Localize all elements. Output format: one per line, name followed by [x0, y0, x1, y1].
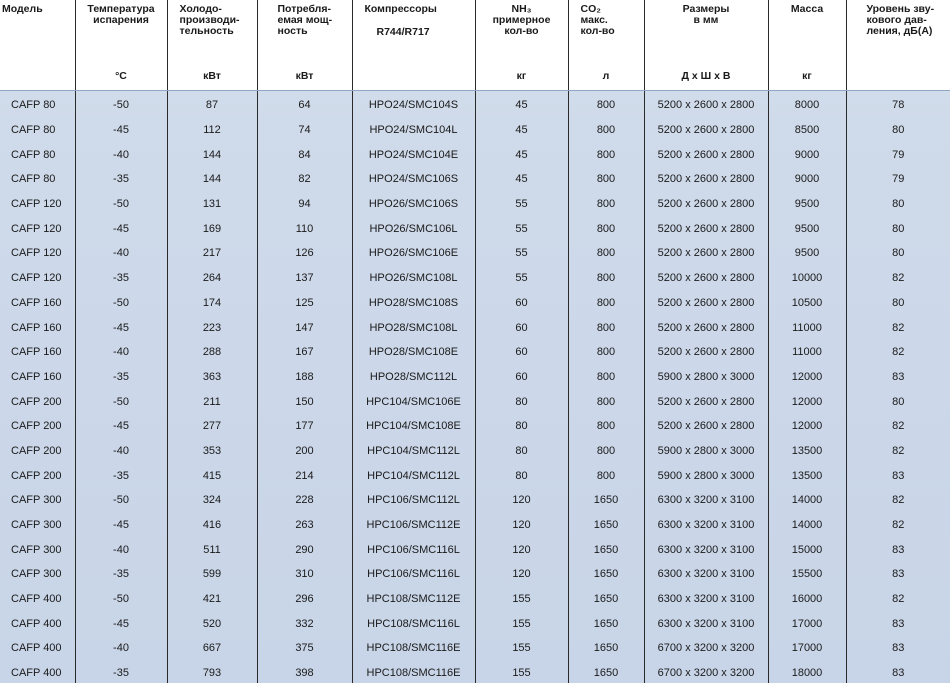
cell-compressors: HPO26/SMC106S [352, 192, 475, 217]
cell-mass: 17000 [768, 611, 846, 636]
table-row [0, 661, 950, 683]
cell-dimensions: 5200 x 2600 x 2800 [644, 216, 768, 241]
cell-co2-volume: 1650 [568, 537, 644, 562]
cell-model: CAFP 400 [11, 617, 62, 630]
table-row [0, 241, 950, 266]
cell-dimensions: 5200 x 2600 x 2800 [644, 389, 768, 414]
cell-mass: 13500 [768, 439, 846, 464]
cell-nh3-charge: 80 [475, 463, 568, 488]
table-body [0, 91, 950, 683]
cell-co2-volume: 800 [568, 291, 644, 316]
cell-evaporation-temp: -35 [75, 463, 167, 488]
cell-co2-volume: 800 [568, 118, 644, 143]
header-sound-pressure-unit [846, 52, 950, 91]
cell-power-consumption: 310 [257, 562, 352, 587]
table-row [0, 389, 950, 414]
cell-nh3-charge: 155 [475, 587, 568, 612]
cell-sound-pressure: 82 [846, 587, 950, 612]
cell-model: CAFP 80 [11, 173, 56, 186]
table-row [0, 118, 950, 143]
table-row [0, 365, 950, 390]
cell-power-consumption: 188 [257, 365, 352, 390]
cell-model: CAFP 300 [11, 568, 62, 581]
table-row [0, 91, 950, 118]
cell-power-consumption: 214 [257, 463, 352, 488]
cell-compressors: HPC108/SMC116E [352, 661, 475, 683]
cell-nh3-charge: 60 [475, 340, 568, 365]
cell-cooling-capacity: 288 [167, 340, 257, 365]
cell-mass: 10500 [768, 291, 846, 316]
cell-compressors: HPO26/SMC108L [352, 266, 475, 291]
cell-cooling-capacity: 520 [167, 611, 257, 636]
cell-nh3-charge: 120 [475, 562, 568, 587]
cell-co2-volume: 1650 [568, 513, 644, 538]
cell-co2-volume: 800 [568, 142, 644, 167]
cell-dimensions: 6700 x 3200 x 3200 [644, 636, 768, 661]
cell-co2-volume: 800 [568, 315, 644, 340]
cell-cooling-capacity: 363 [167, 365, 257, 390]
cell-dimensions: 5200 x 2600 x 2800 [644, 192, 768, 217]
cell-co2-volume: 1650 [568, 562, 644, 587]
cell-model: CAFP 160 [11, 370, 62, 383]
header-compressors-unit [352, 52, 475, 91]
cell-evaporation-temp: -50 [75, 488, 167, 513]
cell-mass: 18000 [768, 661, 846, 683]
cell-power-consumption: 125 [257, 291, 352, 316]
header-evaporation-temp-unit: °C [75, 52, 167, 91]
cell-power-consumption: 137 [257, 266, 352, 291]
cell-power-consumption: 64 [257, 91, 352, 118]
cell-nh3-charge: 60 [475, 365, 568, 390]
table-row [0, 463, 950, 488]
cell-co2-volume: 1650 [568, 587, 644, 612]
cell-nh3-charge: 120 [475, 537, 568, 562]
cell-cooling-capacity: 277 [167, 414, 257, 439]
cell-dimensions: 6700 x 3200 x 3200 [644, 661, 768, 683]
cell-mass: 15000 [768, 537, 846, 562]
header-evaporation-temp-title: Температура испарения [87, 3, 155, 26]
cell-dimensions: 6300 x 3200 x 3100 [644, 611, 768, 636]
cell-model: CAFP 200 [11, 395, 62, 408]
cell-co2-volume: 800 [568, 439, 644, 464]
cell-evaporation-temp: -35 [75, 661, 167, 683]
table-row [0, 587, 950, 612]
cell-power-consumption: 228 [257, 488, 352, 513]
cell-nh3-charge: 155 [475, 636, 568, 661]
cell-dimensions: 5900 x 2800 x 3000 [644, 439, 768, 464]
cell-power-consumption: 177 [257, 414, 352, 439]
header-power-consumption-unit: кВт [257, 52, 352, 91]
header-compressors [352, 0, 475, 52]
cell-cooling-capacity: 112 [167, 118, 257, 143]
cell-compressors: HPC104/SMC106E [352, 389, 475, 414]
cell-sound-pressure: 80 [846, 192, 950, 217]
cell-evaporation-temp: -35 [75, 562, 167, 587]
cell-cooling-capacity: 511 [167, 537, 257, 562]
cell-power-consumption: 290 [257, 537, 352, 562]
cell-compressors: HPC106/SMC116L [352, 537, 475, 562]
cell-co2-volume: 1650 [568, 636, 644, 661]
cell-dimensions: 6300 x 3200 x 3100 [644, 488, 768, 513]
cell-co2-volume: 800 [568, 216, 644, 241]
cell-co2-volume: 800 [568, 414, 644, 439]
cell-model: CAFP 200 [11, 420, 62, 433]
cell-power-consumption: 167 [257, 340, 352, 365]
cell-nh3-charge: 80 [475, 389, 568, 414]
cell-compressors: HPC108/SMC116E [352, 636, 475, 661]
table-header [0, 0, 950, 91]
cell-co2-volume: 800 [568, 463, 644, 488]
cell-sound-pressure: 83 [846, 611, 950, 636]
table-row [0, 291, 950, 316]
cell-power-consumption: 150 [257, 389, 352, 414]
cell-nh3-charge: 55 [475, 192, 568, 217]
cell-model: CAFP 300 [11, 543, 62, 556]
cell-mass: 12000 [768, 389, 846, 414]
cell-power-consumption: 82 [257, 167, 352, 192]
cell-nh3-charge: 80 [475, 414, 568, 439]
header-sound-pressure-title: Уровень зву- кового дав- ления, дБ(А) [866, 3, 935, 37]
cell-nh3-charge: 155 [475, 611, 568, 636]
cell-dimensions: 6300 x 3200 x 3100 [644, 587, 768, 612]
header-cooling-capacity-unit: кВт [167, 52, 257, 91]
cell-power-consumption: 200 [257, 439, 352, 464]
cell-power-consumption: 375 [257, 636, 352, 661]
cell-cooling-capacity: 667 [167, 636, 257, 661]
cell-cooling-capacity: 599 [167, 562, 257, 587]
cell-compressors: HPC104/SMC108E [352, 414, 475, 439]
cell-compressors: HPC106/SMC112E [352, 513, 475, 538]
cell-sound-pressure: 80 [846, 389, 950, 414]
cell-cooling-capacity: 793 [167, 661, 257, 683]
header-mass-title: Масса [790, 3, 824, 15]
cell-sound-pressure: 83 [846, 365, 950, 390]
cell-sound-pressure: 80 [846, 241, 950, 266]
cell-model: CAFP 300 [11, 494, 62, 507]
header-compressors-subtitle: R744/R717 [376, 26, 430, 38]
cell-evaporation-temp: -35 [75, 266, 167, 291]
header-dimensions-title: Размеры в мм [682, 3, 730, 26]
cell-model: CAFP 80 [11, 124, 56, 137]
cell-dimensions: 6300 x 3200 x 3100 [644, 562, 768, 587]
cell-sound-pressure: 79 [846, 167, 950, 192]
cell-sound-pressure: 83 [846, 661, 950, 683]
cell-nh3-charge: 45 [475, 118, 568, 143]
table-row [0, 216, 950, 241]
cell-sound-pressure: 80 [846, 291, 950, 316]
cell-mass: 9500 [768, 192, 846, 217]
cell-power-consumption: 263 [257, 513, 352, 538]
header-cooling-capacity [167, 0, 257, 52]
cell-mass: 8000 [768, 91, 846, 118]
cell-sound-pressure: 80 [846, 216, 950, 241]
cell-dimensions: 5200 x 2600 x 2800 [644, 142, 768, 167]
cell-co2-volume: 800 [568, 91, 644, 118]
cell-sound-pressure: 82 [846, 340, 950, 365]
cell-mass: 12000 [768, 414, 846, 439]
table-row [0, 266, 950, 291]
cell-model: CAFP 300 [11, 519, 62, 532]
cell-co2-volume: 800 [568, 241, 644, 266]
header-dimensions [644, 0, 768, 52]
cell-co2-volume: 1650 [568, 661, 644, 683]
cell-power-consumption: 398 [257, 661, 352, 683]
cell-power-consumption: 126 [257, 241, 352, 266]
cell-evaporation-temp: -50 [75, 192, 167, 217]
cell-co2-volume: 1650 [568, 611, 644, 636]
cell-compressors: HPC104/SMC112L [352, 463, 475, 488]
cell-compressors: HPO28/SMC112L [352, 365, 475, 390]
cell-cooling-capacity: 415 [167, 463, 257, 488]
cell-nh3-charge: 120 [475, 513, 568, 538]
cell-compressors: HPC108/SMC116L [352, 611, 475, 636]
cell-evaporation-temp: -45 [75, 513, 167, 538]
cell-power-consumption: 147 [257, 315, 352, 340]
cell-mass: 9500 [768, 241, 846, 266]
cell-model: CAFP 120 [11, 272, 62, 285]
cell-dimensions: 5200 x 2600 x 2800 [644, 291, 768, 316]
cell-sound-pressure: 83 [846, 562, 950, 587]
cell-evaporation-temp: -45 [75, 414, 167, 439]
cell-power-consumption: 296 [257, 587, 352, 612]
header-nh3-charge-unit: кг [475, 52, 568, 91]
cell-sound-pressure: 82 [846, 266, 950, 291]
header-co2-volume [568, 0, 644, 52]
table-row [0, 562, 950, 587]
cell-nh3-charge: 55 [475, 266, 568, 291]
cell-sound-pressure: 82 [846, 439, 950, 464]
cell-cooling-capacity: 217 [167, 241, 257, 266]
header-mass [768, 0, 846, 52]
header-co2-volume-unit: л [568, 52, 644, 91]
cell-co2-volume: 800 [568, 365, 644, 390]
header-nh3-charge-title: NH₃ примерное кол-во [492, 3, 551, 37]
cell-mass: 11000 [768, 315, 846, 340]
cell-sound-pressure: 82 [846, 315, 950, 340]
cell-cooling-capacity: 174 [167, 291, 257, 316]
cell-co2-volume: 1650 [568, 488, 644, 513]
cell-nh3-charge: 45 [475, 142, 568, 167]
cell-sound-pressure: 78 [846, 91, 950, 118]
cell-model: CAFP 200 [11, 469, 62, 482]
cell-evaporation-temp: -50 [75, 291, 167, 316]
table-row [0, 537, 950, 562]
cell-dimensions: 5200 x 2600 x 2800 [644, 340, 768, 365]
cell-nh3-charge: 120 [475, 488, 568, 513]
cell-compressors: HPC106/SMC112L [352, 488, 475, 513]
cell-power-consumption: 94 [257, 192, 352, 217]
cell-compressors: HPC104/SMC112L [352, 439, 475, 464]
cell-mass: 9000 [768, 167, 846, 192]
cell-co2-volume: 800 [568, 340, 644, 365]
table-row [0, 167, 950, 192]
cell-dimensions: 5900 x 2800 x 3000 [644, 463, 768, 488]
cell-evaporation-temp: -40 [75, 537, 167, 562]
cell-dimensions: 5200 x 2600 x 2800 [644, 167, 768, 192]
cell-model: CAFP 400 [11, 593, 62, 606]
cell-evaporation-temp: -45 [75, 118, 167, 143]
cell-evaporation-temp: -40 [75, 439, 167, 464]
cell-model: CAFP 200 [11, 444, 62, 457]
cell-sound-pressure: 82 [846, 488, 950, 513]
table-row [0, 340, 950, 365]
cell-mass: 12000 [768, 365, 846, 390]
cell-cooling-capacity: 421 [167, 587, 257, 612]
cell-nh3-charge: 55 [475, 241, 568, 266]
cell-compressors: HPO24/SMC104L [352, 118, 475, 143]
cell-evaporation-temp: -50 [75, 91, 167, 118]
cell-cooling-capacity: 169 [167, 216, 257, 241]
cell-mass: 9000 [768, 142, 846, 167]
table-row [0, 414, 950, 439]
cell-compressors: HPO28/SMC108L [352, 315, 475, 340]
header-power-consumption-title: Потребля- емая мощ- ность [277, 3, 333, 37]
cell-sound-pressure: 82 [846, 414, 950, 439]
cell-compressors: HPC108/SMC112E [352, 587, 475, 612]
cell-mass: 9500 [768, 216, 846, 241]
cell-model: CAFP 160 [11, 346, 62, 359]
cell-model: CAFP 160 [11, 296, 62, 309]
cell-co2-volume: 800 [568, 266, 644, 291]
cell-compressors: HPO24/SMC106S [352, 167, 475, 192]
cell-co2-volume: 800 [568, 389, 644, 414]
cell-sound-pressure: 83 [846, 463, 950, 488]
cell-cooling-capacity: 223 [167, 315, 257, 340]
cell-dimensions: 5900 x 2800 x 3000 [644, 365, 768, 390]
cell-cooling-capacity: 144 [167, 142, 257, 167]
cell-dimensions: 5200 x 2600 x 2800 [644, 118, 768, 143]
cell-model: CAFP 400 [11, 667, 62, 680]
cell-dimensions: 5200 x 2600 x 2800 [644, 241, 768, 266]
cell-mass: 13500 [768, 463, 846, 488]
table-row [0, 142, 950, 167]
cell-nh3-charge: 80 [475, 439, 568, 464]
cell-co2-volume: 800 [568, 167, 644, 192]
cell-evaporation-temp: -35 [75, 365, 167, 390]
cell-compressors: HPO28/SMC108S [352, 291, 475, 316]
cell-sound-pressure: 80 [846, 118, 950, 143]
cell-nh3-charge: 45 [475, 91, 568, 118]
cell-mass: 14000 [768, 513, 846, 538]
header-power-consumption [257, 0, 352, 52]
cell-cooling-capacity: 353 [167, 439, 257, 464]
cell-evaporation-temp: -45 [75, 315, 167, 340]
cell-sound-pressure: 82 [846, 513, 950, 538]
cell-cooling-capacity: 264 [167, 266, 257, 291]
header-mass-unit: кг [768, 52, 846, 91]
cell-compressors: HPO24/SMC104S [352, 91, 475, 118]
table-row [0, 192, 950, 217]
cell-sound-pressure: 83 [846, 537, 950, 562]
cell-sound-pressure: 79 [846, 142, 950, 167]
cell-model: CAFP 80 [11, 99, 56, 112]
cell-dimensions: 5200 x 2600 x 2800 [644, 266, 768, 291]
cell-model: CAFP 120 [11, 198, 62, 211]
cell-sound-pressure: 83 [846, 636, 950, 661]
cell-model: CAFP 80 [11, 148, 56, 161]
cell-evaporation-temp: -50 [75, 389, 167, 414]
cell-evaporation-temp: -45 [75, 611, 167, 636]
cell-model: CAFP 160 [11, 321, 62, 334]
table-row [0, 513, 950, 538]
cell-compressors: HPO26/SMC106E [352, 241, 475, 266]
cell-cooling-capacity: 131 [167, 192, 257, 217]
cell-power-consumption: 84 [257, 142, 352, 167]
cell-mass: 16000 [768, 587, 846, 612]
header-sound-pressure [846, 0, 950, 52]
cell-nh3-charge: 60 [475, 291, 568, 316]
cell-co2-volume: 800 [568, 192, 644, 217]
cell-mass: 15500 [768, 562, 846, 587]
cell-cooling-capacity: 416 [167, 513, 257, 538]
cell-compressors: HPO24/SMC104E [352, 142, 475, 167]
cell-evaporation-temp: -35 [75, 167, 167, 192]
cell-nh3-charge: 55 [475, 216, 568, 241]
cell-power-consumption: 74 [257, 118, 352, 143]
cell-dimensions: 6300 x 3200 x 3100 [644, 513, 768, 538]
cell-dimensions: 5200 x 2600 x 2800 [644, 315, 768, 340]
header-model-unit [0, 52, 75, 91]
header-model-title: Модель [2, 3, 43, 15]
cell-mass: 14000 [768, 488, 846, 513]
header-compressors-title: Компрессоры [364, 3, 437, 15]
cell-cooling-capacity: 324 [167, 488, 257, 513]
cell-nh3-charge: 45 [475, 167, 568, 192]
cell-cooling-capacity: 211 [167, 389, 257, 414]
cell-model: CAFP 120 [11, 247, 62, 260]
table-row [0, 611, 950, 636]
header-co2-volume-title: CO₂ макс. кол-во [580, 3, 615, 37]
cell-dimensions: 5200 x 2600 x 2800 [644, 414, 768, 439]
cell-evaporation-temp: -40 [75, 340, 167, 365]
cell-evaporation-temp: -40 [75, 142, 167, 167]
cell-nh3-charge: 60 [475, 315, 568, 340]
cell-evaporation-temp: -40 [75, 241, 167, 266]
cell-compressors: HPC106/SMC116L [352, 562, 475, 587]
cell-power-consumption: 332 [257, 611, 352, 636]
header-nh3-charge [475, 0, 568, 52]
cell-dimensions: 5200 x 2600 x 2800 [644, 91, 768, 118]
cell-cooling-capacity: 87 [167, 91, 257, 118]
cell-cooling-capacity: 144 [167, 167, 257, 192]
cell-evaporation-temp: -45 [75, 216, 167, 241]
header-dimensions-unit: Д x Ш x В [644, 52, 768, 91]
cell-evaporation-temp: -40 [75, 636, 167, 661]
table-row [0, 439, 950, 464]
cell-mass: 10000 [768, 266, 846, 291]
table-row [0, 315, 950, 340]
cell-nh3-charge: 155 [475, 661, 568, 683]
table-row [0, 488, 950, 513]
cell-evaporation-temp: -50 [75, 587, 167, 612]
header-cooling-capacity-title: Холодо- производи- тельность [179, 3, 240, 37]
cell-mass: 8500 [768, 118, 846, 143]
cell-power-consumption: 110 [257, 216, 352, 241]
header-model [0, 0, 75, 52]
cell-compressors: HPO26/SMC106L [352, 216, 475, 241]
cell-compressors: HPO28/SMC108E [352, 340, 475, 365]
cell-mass: 17000 [768, 636, 846, 661]
cell-model: CAFP 400 [11, 642, 62, 655]
table-row [0, 636, 950, 661]
header-evaporation-temp [75, 0, 167, 52]
cell-model: CAFP 120 [11, 222, 62, 235]
cell-mass: 11000 [768, 340, 846, 365]
cell-dimensions: 6300 x 3200 x 3100 [644, 537, 768, 562]
